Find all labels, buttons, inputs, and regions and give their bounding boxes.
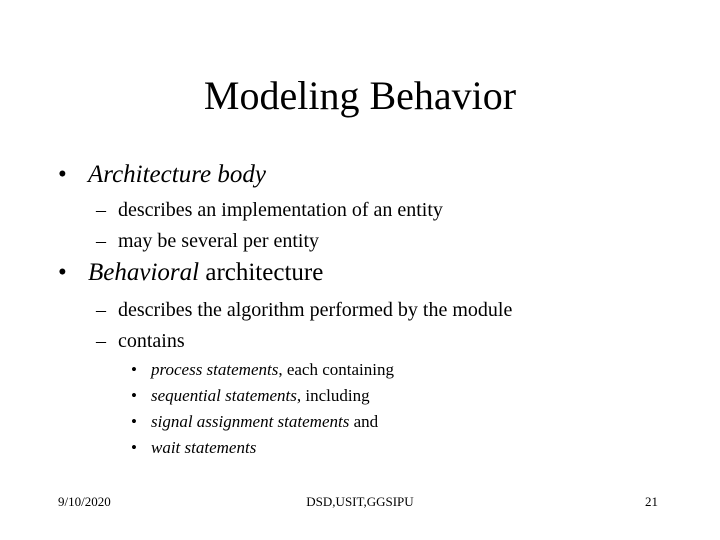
bullet-icon: • bbox=[131, 438, 137, 457]
contains-item bbox=[131, 438, 256, 458]
slide-title: Modeling Behavior bbox=[203, 73, 517, 118]
sub-bullet bbox=[96, 198, 443, 222]
bullet-icon: • bbox=[58, 259, 67, 286]
sub-bullet-text: contains bbox=[118, 330, 185, 352]
bullet-text-italic: Architecture body bbox=[88, 161, 266, 188]
footer-center: DSD,USIT,GGSIPU bbox=[306, 494, 414, 509]
footer-page-number: 21 bbox=[645, 494, 658, 509]
item-italic: wait statements bbox=[151, 438, 257, 457]
bullet-text-plain: architecture bbox=[199, 259, 324, 286]
bullet-behavioral-architecture bbox=[58, 258, 323, 288]
dash-icon: – bbox=[96, 330, 106, 352]
dash-icon: – bbox=[96, 230, 106, 252]
bullet-icon: • bbox=[131, 412, 137, 431]
dash-icon: – bbox=[96, 199, 106, 221]
contains-item bbox=[131, 360, 394, 380]
sub-bullet-text: describes an implementation of an entity bbox=[118, 199, 443, 221]
contains-item bbox=[131, 386, 370, 406]
item-italic: signal assignment statements bbox=[151, 412, 350, 431]
footer-date: 9/10/2020 bbox=[58, 494, 111, 509]
sub-bullet-text: describes the algorithm performed by the module bbox=[118, 299, 513, 321]
item-plain: , each containing bbox=[278, 360, 394, 379]
bullet-text-italic: Behavioral bbox=[88, 259, 200, 286]
item-italic: sequential statements bbox=[151, 386, 297, 405]
item-plain: and bbox=[349, 412, 379, 431]
bullet-icon: • bbox=[131, 360, 137, 379]
sub-bullet bbox=[96, 229, 319, 253]
bullet-icon: • bbox=[131, 386, 137, 405]
item-italic: process statements bbox=[151, 360, 279, 379]
item-plain: , including bbox=[296, 386, 370, 405]
sub-bullet bbox=[96, 329, 185, 353]
sub-bullet bbox=[96, 298, 512, 322]
contains-item bbox=[131, 412, 378, 432]
dash-icon: – bbox=[96, 299, 106, 321]
sub-bullet-text: may be several per entity bbox=[118, 230, 320, 252]
bullet-icon: • bbox=[58, 161, 67, 188]
bullet-architecture-body bbox=[58, 160, 266, 190]
